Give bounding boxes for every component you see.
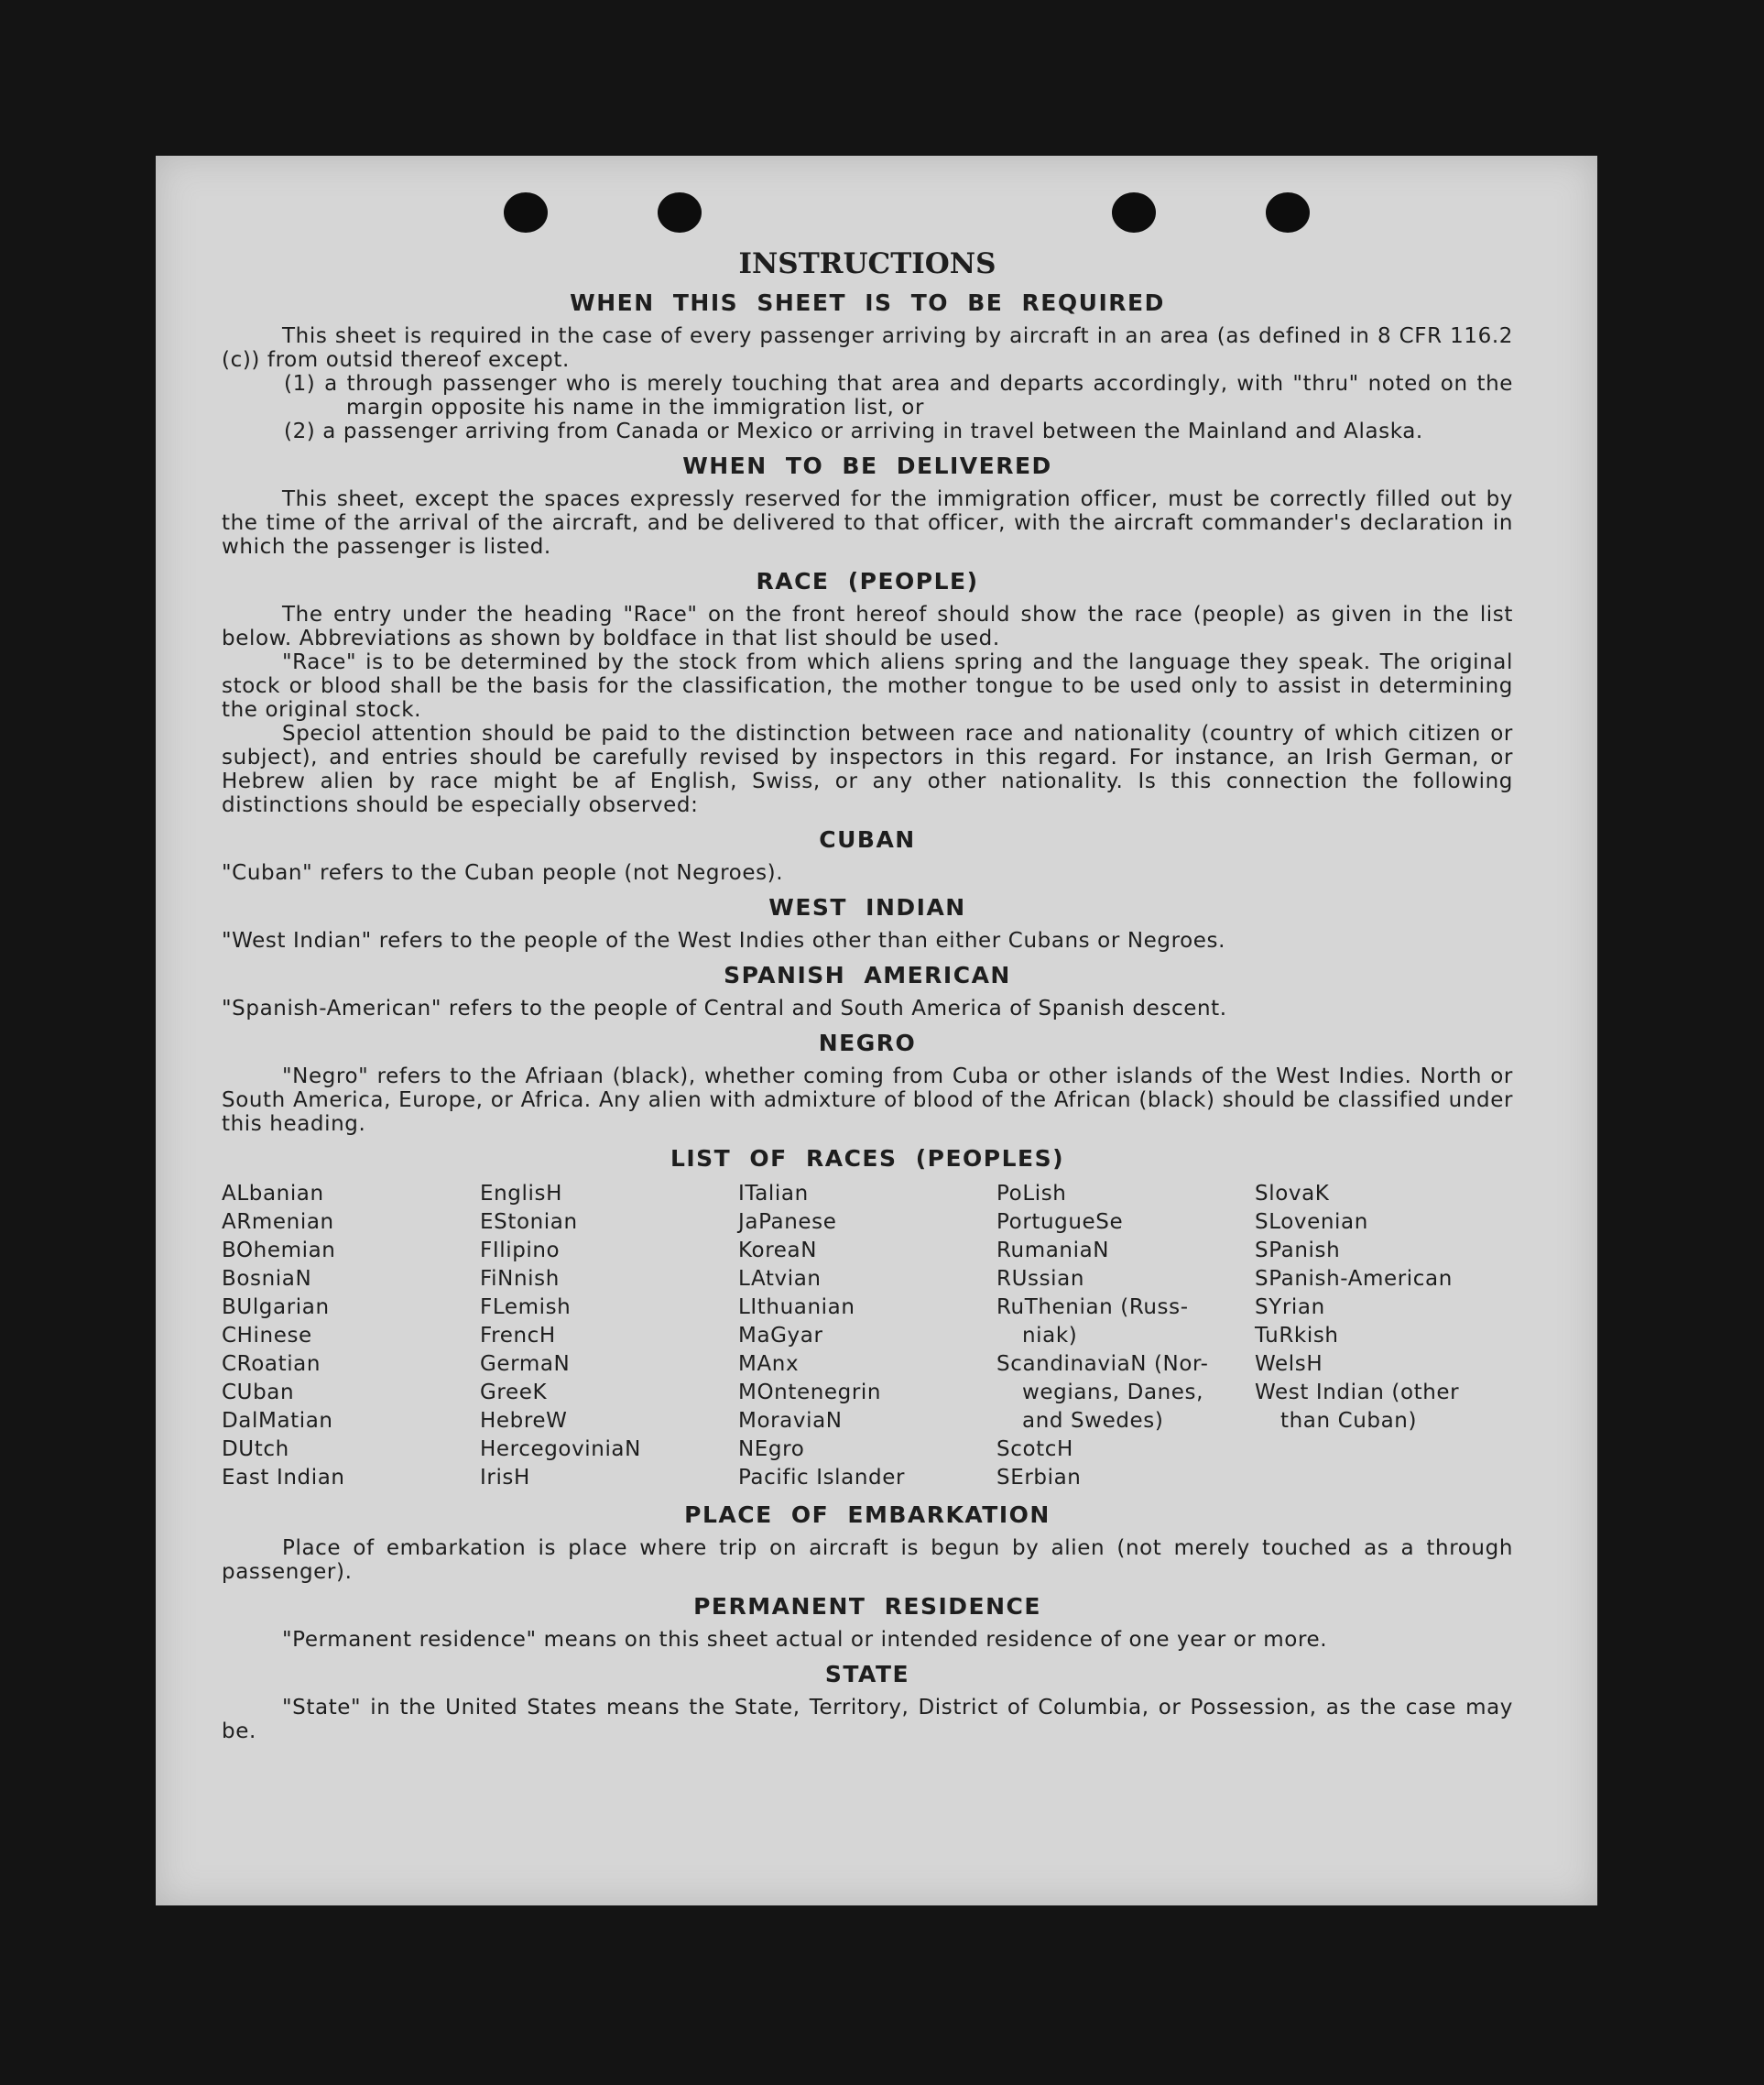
race-item: SPanish-American xyxy=(1255,1267,1453,1291)
race-item: RuThenian (Russ- xyxy=(996,1295,1189,1319)
race-item: BOhemian xyxy=(222,1239,336,1262)
race-item: KoreaN xyxy=(738,1239,818,1262)
race-item: East Indian xyxy=(222,1466,345,1490)
races-column-5 xyxy=(1255,1180,1513,1492)
page-title: INSTRUCTIONS xyxy=(738,247,996,280)
state-text: "State" in the United States means the State, Territory, District of Columbia, or Possession, as the case may be. xyxy=(222,1696,1513,1743)
race-item: SErbian xyxy=(996,1466,1082,1490)
race-item: MoraviaN xyxy=(738,1409,843,1433)
punch-hole-1 xyxy=(504,192,548,233)
exception-item-2: (2) a passenger arriving from Canada or Mexico or arriving in travel between the Mainland and Alaska. xyxy=(284,420,1423,443)
race-item: SlovaK xyxy=(1255,1182,1330,1206)
heading-place-of-embarkation: PLACE OF EMBARKATION xyxy=(684,1501,1051,1528)
race-item: CUban xyxy=(222,1381,295,1404)
race-item: FiNnish xyxy=(480,1267,560,1291)
race-item: JaPanese xyxy=(738,1210,837,1234)
race-item: LAtvian xyxy=(738,1267,822,1291)
race-item: TuRkish xyxy=(1255,1324,1339,1348)
instructions-content xyxy=(222,247,1513,1743)
race-paragraph-3: Speciol attention should be paid to the distinction between race and nationality (country of which citizen or subject), and entries should be carefully revised by inspectors in this regard. For instance, an Irish German, or Hebrew alien by race might be af English, Swiss, or any other nationality. Is this connection the following distinctions should be especially observed: xyxy=(222,722,1513,817)
race-item: ScandinaviaN (Nor- xyxy=(996,1352,1209,1376)
race-paragraph-2: "Race" is to be determined by the stock from which aliens spring and the language they speak. The original stock or blood shall be the basis for the classification, the mother tongue to be used only to assist in determining the original stock. xyxy=(222,650,1513,722)
heading-when-required: WHEN THIS SHEET IS TO BE REQUIRED xyxy=(570,289,1165,316)
race-item: DUtch xyxy=(222,1437,289,1461)
race-item: and Swedes) xyxy=(1022,1409,1164,1433)
race-item: CRoatian xyxy=(222,1352,321,1376)
race-item: SLovenian xyxy=(1255,1210,1368,1234)
race-item: ARmenian xyxy=(222,1210,334,1234)
race-item: HercegoviniaN xyxy=(480,1437,641,1461)
race-item: ALbanian xyxy=(222,1182,324,1206)
required-intro: This sheet is required in the case of every passenger arriving by aircraft in an area (as defined in 8 CFR 116.2 (c)) from outsid thereof except. xyxy=(222,324,1513,372)
heading-west-indian: WEST INDIAN xyxy=(768,894,966,921)
punch-hole-2 xyxy=(658,192,702,233)
race-item: CHinese xyxy=(222,1324,312,1348)
heading-negro: NEGRO xyxy=(818,1030,917,1056)
residence-text: "Permanent residence" means on this sheet actual or intended residence of one year or more. xyxy=(282,1628,1328,1652)
heading-cuban: CUBAN xyxy=(819,826,916,853)
cuban-text: "Cuban" refers to the Cuban people (not Negroes). xyxy=(222,861,784,885)
race-item: FLemish xyxy=(480,1295,572,1319)
race-item: Pacific Islander xyxy=(738,1466,906,1490)
heading-spanish-american: SPANISH AMERICAN xyxy=(724,962,1011,988)
race-item: FIlipino xyxy=(480,1239,561,1262)
race-item: niak) xyxy=(1022,1324,1078,1348)
race-item: MAnx xyxy=(738,1352,800,1376)
delivered-text: This sheet, except the spaces expressly reserved for the immigration officer, must be correctly filled out by the time of the arrival of the aircraft, and be delivered to that officer, with the aircraft commander's declaration in which the passenger is listed. xyxy=(222,487,1513,559)
race-paragraph-1: The entry under the heading "Race" on the front hereof should show the race (people) as given in the list below. Abbreviations as shown by boldface in that list should be used. xyxy=(222,603,1513,650)
races-list xyxy=(222,1180,1513,1492)
race-item: RUssian xyxy=(996,1267,1085,1291)
race-item: BosniaN xyxy=(222,1267,312,1291)
punch-hole-4 xyxy=(1266,192,1310,233)
race-item: GermaN xyxy=(480,1352,571,1376)
spanish-american-text: "Spanish-American" refers to the people of Central and South America of Spanish descent. xyxy=(222,997,1227,1021)
heading-permanent-residence: PERMANENT RESIDENCE xyxy=(693,1593,1041,1620)
heading-list-of-races: LIST OF RACES (PEOPLES) xyxy=(670,1145,1065,1172)
race-item: EStonian xyxy=(480,1210,578,1234)
race-item: EnglisH xyxy=(480,1182,562,1206)
punch-hole-3 xyxy=(1112,192,1156,233)
race-item: WelsH xyxy=(1255,1352,1323,1376)
race-item: SYrian xyxy=(1255,1295,1325,1319)
heading-race: RACE (PEOPLE) xyxy=(756,568,979,595)
race-item: PortugueSe xyxy=(996,1210,1124,1234)
exception-item-1: (1) a through passenger who is merely touching that area and departs accordingly, with "thru" noted on the margin opposite his name in the immigration list, or xyxy=(284,372,1513,420)
race-item: West Indian (other xyxy=(1255,1381,1460,1404)
race-item: than Cuban) xyxy=(1280,1409,1418,1433)
embarkation-text: Place of embarkation is place where trip on aircraft is begun by alien (not merely touched as a through passenger). xyxy=(222,1536,1513,1584)
race-item: ITalian xyxy=(738,1182,809,1206)
race-item: NEgro xyxy=(738,1437,805,1461)
race-item: LIthuanian xyxy=(738,1295,855,1319)
race-item: SPanish xyxy=(1255,1239,1341,1262)
heading-when-delivered: WHEN TO BE DELIVERED xyxy=(682,453,1052,479)
races-column-1 xyxy=(222,1180,480,1492)
race-item: DalMatian xyxy=(222,1409,333,1433)
race-item: PoLish xyxy=(996,1182,1067,1206)
race-item: BUlgarian xyxy=(222,1295,330,1319)
races-column-3 xyxy=(738,1180,996,1492)
race-item: RumaniaN xyxy=(996,1239,1110,1262)
race-item: MOntenegrin xyxy=(738,1381,882,1404)
race-item: HebreW xyxy=(480,1409,568,1433)
race-item: IrisH xyxy=(480,1466,530,1490)
heading-state: STATE xyxy=(824,1661,910,1687)
race-item: GreeK xyxy=(480,1381,548,1404)
race-item: ScotcH xyxy=(996,1437,1073,1461)
races-column-2 xyxy=(480,1180,738,1492)
race-item: MaGyar xyxy=(738,1324,823,1348)
negro-text: "Negro" refers to the Afriaan (black), whether coming from Cuba or other islands of the West Indies. North or South America, Europe, or Africa. Any alien with admixture of blood of the African (black) should be classified under this heading. xyxy=(222,1064,1513,1136)
race-item: FrencH xyxy=(480,1324,556,1348)
west-indian-text: "West Indian" refers to the people of the West Indies other than either Cubans or Negroes. xyxy=(222,929,1226,953)
races-column-4 xyxy=(996,1180,1255,1492)
race-item: wegians, Danes, xyxy=(1022,1381,1204,1404)
